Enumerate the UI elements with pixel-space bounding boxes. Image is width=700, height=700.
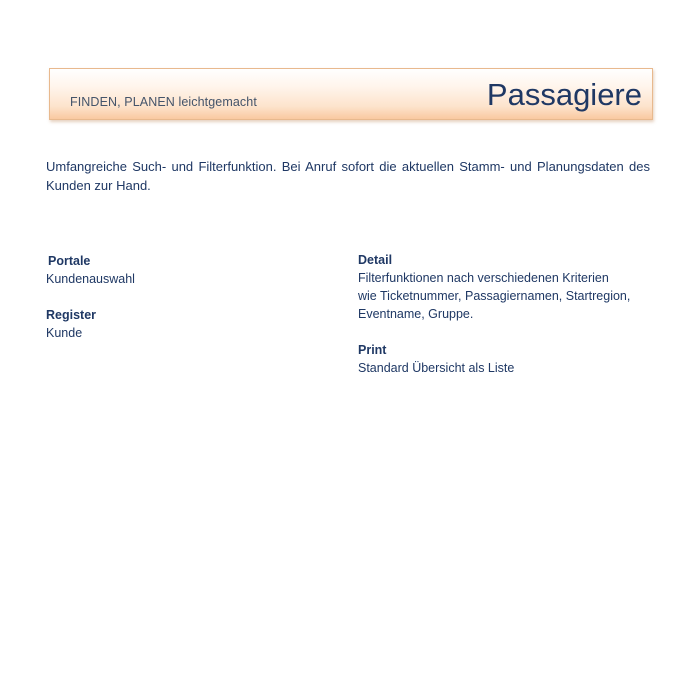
detail-heading: Detail [358,253,393,267]
header-banner [49,68,653,120]
print-text: Standard Übersicht als Liste [358,361,515,375]
detail-line: Eventname, Gruppe. [358,307,474,321]
left-column [46,252,306,360]
page-title: Passagiere [486,77,642,112]
detail-line: wie Ticketnummer, Passagiernamen, Startregion, [358,289,631,303]
detail-line: Filterfunktionen nach verschiedenen Kriterien [358,271,609,285]
register-heading: Register [46,308,97,322]
print-section [358,341,658,377]
intro-paragraph: Umfangreiche Such- und Filterfunktion. Bei Anruf sofort die aktuellen Stamm- und Planungsdaten des Kunden zur Hand. [46,159,650,193]
right-column [358,251,658,395]
register-section [46,306,306,342]
detail-section [358,251,658,323]
detail-text [358,269,658,323]
portale-heading: Portale [48,254,91,268]
banner-subtitle: FINDEN, PLANEN leichtgemacht [70,95,257,109]
print-heading: Print [358,343,387,357]
portale-text: Kundenauswahl [46,272,135,286]
portale-section [46,252,306,288]
register-text: Kunde [46,326,83,340]
